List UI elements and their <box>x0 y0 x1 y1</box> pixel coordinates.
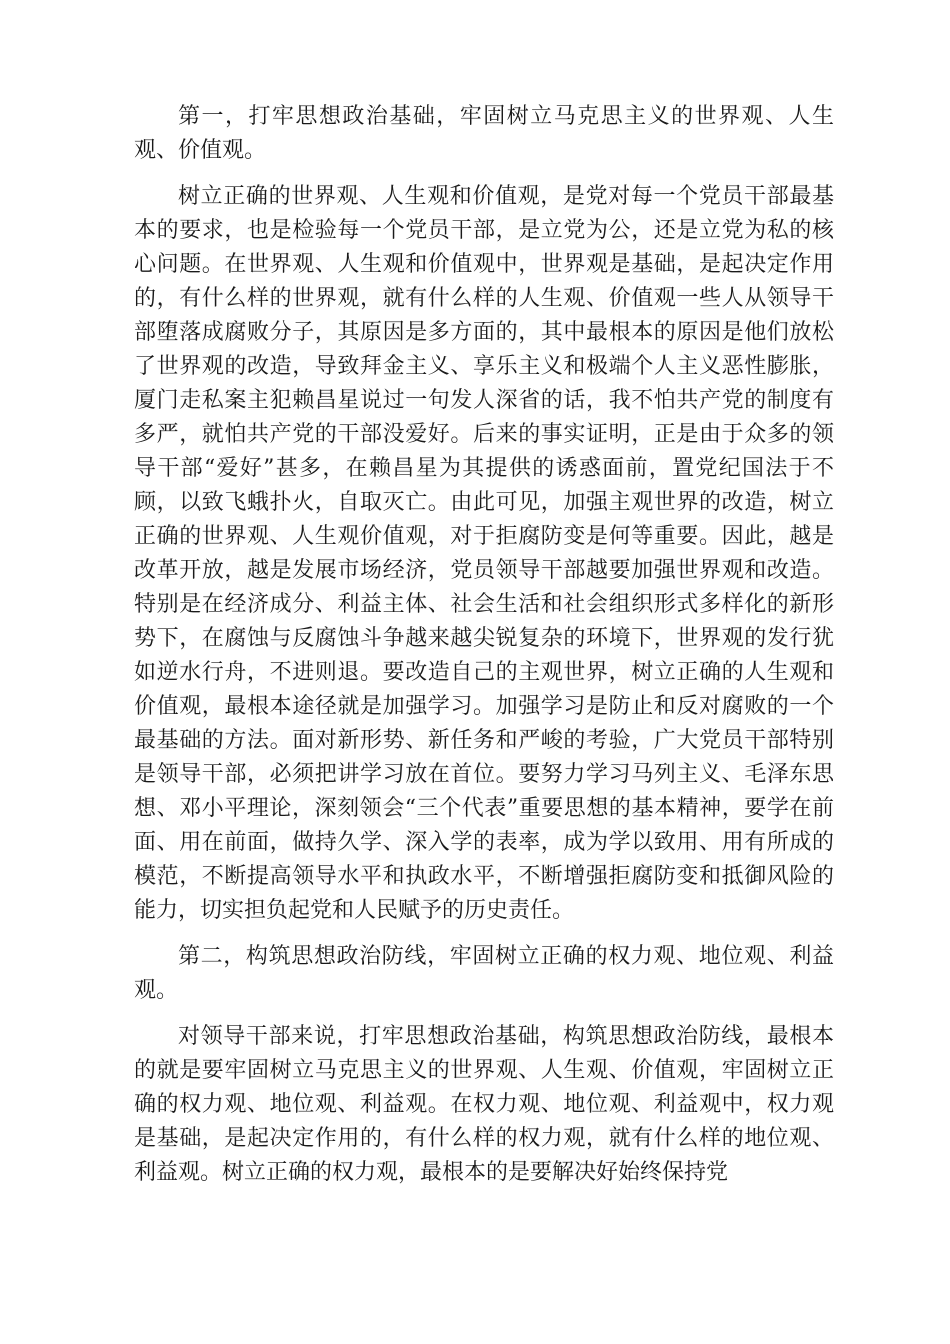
body-paragraph-1: 树立正确的世界观、人生观和价值观，是党对每一个党员干部最基本的要求，也是检验每一个党员干部，是立党为公，还是立党为私的核心问题。在世界观、人生观和价值观中，世界观是基础，是起决定作用的，有什么样的世界观，就有什么样的人生观、价值观一些人从领导干部堕落成腐败分子，其原因是多方面的，其中最根本的原因是他们放松了世界观的改造，导致拜金主义、享乐主义和极端个人主义恶性膨胀，厦门走私案主犯赖昌星说过一句发人深省的话，我不怕共产党的制度有多严，就怕共产党的干部没爱好。后来的事实证明，正是由于众多的领导干部“爱好”甚多，在赖昌星为其提供的诱惑面前，置党纪国法于不顾，以致飞蛾扑火，自取灭亡。由此可见，加强主观世界的改造，树立正确的世界观、人生观价值观，对于拒腐防变是何等重要。因此，越是改革开放，越是发展市场经济，党员领导干部越要加强世界观和改造。特别是在经济成分、利益主体、社会生活和社会组织形式多样化的新形势下，在腐蚀与反腐蚀斗争越来越尖锐复杂的环境下，世界观的发行犹如逆水行舟，不进则退。要改造自己的主观世界，树立正确的人生观和价值观，最根本途径就是加强学习。加强学习是防止和反对腐败的一个最基础的方法。面对新形势、新任务和严峻的考验，广大党员干部特别是领导干部，必须把讲学习放在首位。要努力学习马列主义、毛泽东思想、邓小平理论，深刻领会“三个代表”重要思想的基本精神，要学在前面、用在前面，做持久学、深入学的表率，成为学以致用、用有所成的模范，不断提高领导水平和执政水平，不断增强拒腐防变和抵御风险的能力，切实担负起党和人民赋予的历史责任。 <box>134 184 834 923</box>
body-paragraph-2: 对领导干部来说，打牢思想政治基础，构筑思想政治防线，最根本的就是要牢固树立马克思主义的世界观、人生观、价值观，牢固树立正确的权力观、地位观、利益观。在权力观、地位观、利益观中，权力观是基础，是起决定作用的，有什么样的权力观，就有什么样的地位观、利益观。树立正确的权力观，最根本的是要解决好始终保持党 <box>134 1024 834 1185</box>
section-heading-1: 第一，打牢思想政治基础，牢固树立马克思主义的世界观、人生观、价值观。 <box>134 104 834 163</box>
section-heading-2: 第二，构筑思想政治防线，牢固树立正确的权力观、地位观、利益观。 <box>134 944 834 1003</box>
document-body <box>134 100 834 1202</box>
